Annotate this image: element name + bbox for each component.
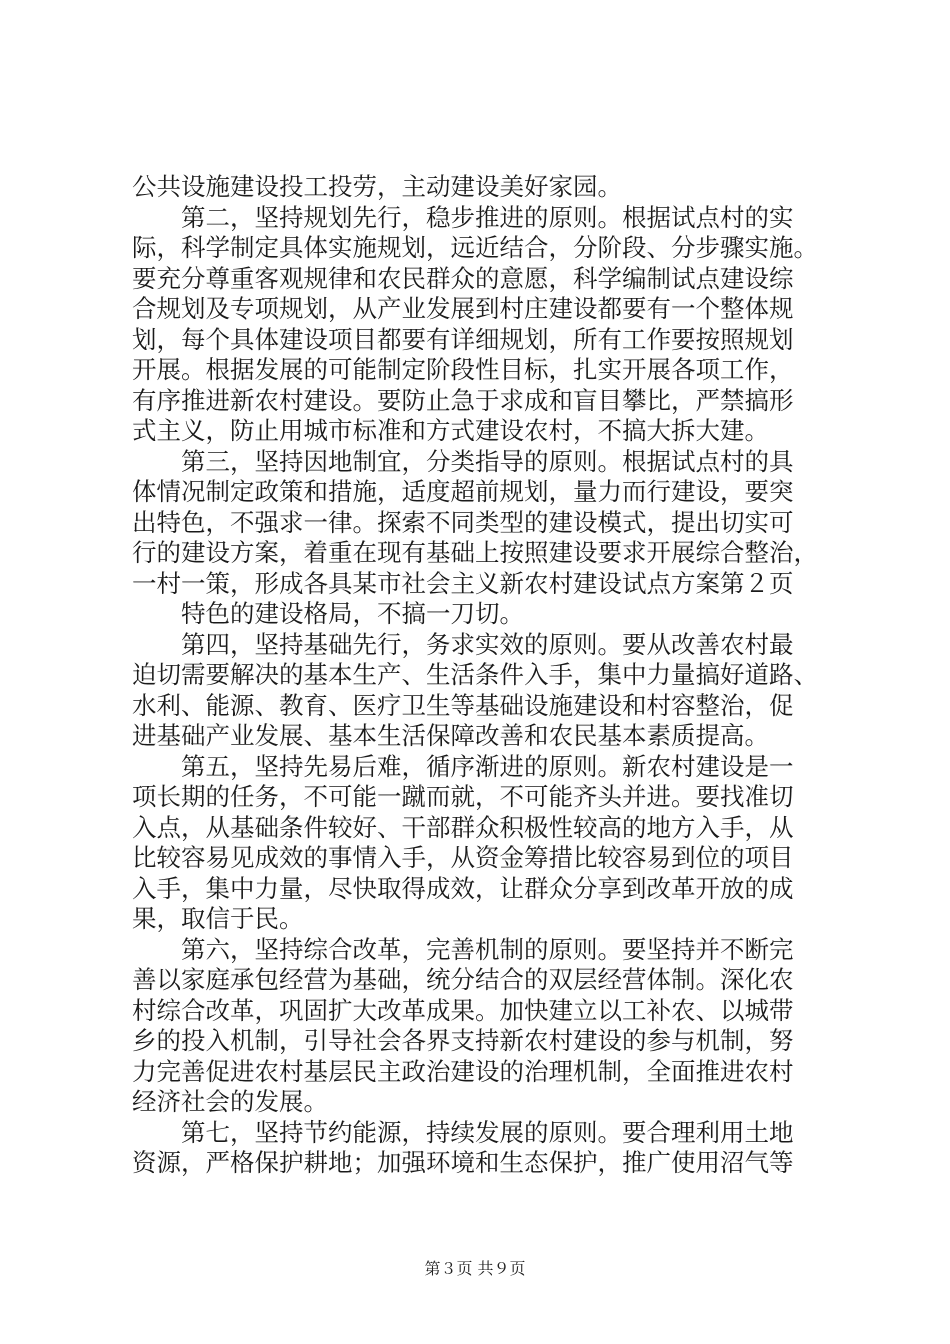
paragraph-start-line: 第七，坚持节约能源，持续发展的原则。要合理利用土地 xyxy=(181,1117,794,1147)
text-line: 行的建设方案，着重在现有基础上按照建设要求开展综合整治， xyxy=(132,538,818,567)
text-line: 入手，集中力量，尽快取得成效，让群众分享到改革开放的成 xyxy=(132,873,794,903)
text-line: 乡的投入机制，引导社会各界支持新农村建设的参与机制，努 xyxy=(132,1026,794,1055)
text-line: 项长期的任务，不可能一蹴而就，不可能齐头并进。要找准切 xyxy=(132,782,794,811)
text-line: 特色的建设格局，不搞一刀切。 xyxy=(181,599,524,628)
page-number-footer: 第３页 共９页 xyxy=(424,1259,526,1278)
text-line: 开展。根据发展的可能制定阶段性目标，扎实开展各项工作， xyxy=(132,355,794,384)
text-line: 合规划及专项规划，从产业发展到村庄建设都要有一个整体规 xyxy=(132,294,794,323)
text-line: 公共设施建设投工投劳，主动建设美好家园。 xyxy=(132,172,622,201)
text-line: 水利、能源、教育、医疗卫生等基础设施建设和村容整治，促 xyxy=(132,690,794,720)
paragraph-start-line: 第五，坚持先易后难，循序渐进的原则。新农村建设是一 xyxy=(181,751,794,781)
paragraph-start-line: 第二，坚持规划先行，稳步推进的原则。根据试点村的实 xyxy=(181,202,794,232)
text-line: 果，取信于民。 xyxy=(132,904,304,933)
text-line: 经济社会的发展。 xyxy=(132,1087,328,1116)
text-line: 式主义，防止用城市标准和方式建设农村，不搞大拆大建。 xyxy=(132,416,769,445)
paragraph-start-line: 第三，坚持因地制宜，分类指导的原则。根据试点村的具 xyxy=(181,446,794,476)
text-line: 善以家庭承包经营为基础，统分结合的双层经营体制。深化农 xyxy=(132,965,794,994)
paragraph-start-line: 第六，坚持综合改革，完善机制的原则。要坚持并不断完 xyxy=(181,934,794,964)
text-line: 力完善促进农村基层民主政治建设的治理机制，全面推进农村 xyxy=(132,1056,794,1086)
text-line: 体情况制定政策和措施，适度超前规划，量力而行建设，要突 xyxy=(132,477,794,506)
text-line: 资源，严格保护耕地；加强环境和生态保护，推广使用沼气等 xyxy=(132,1148,794,1177)
text-line: 迫切需要解决的基本生产、生活条件入手，集中力量搞好道路、 xyxy=(132,660,818,689)
text-line: 村综合改革，巩固扩大改革成果。加快建立以工补农、以城带 xyxy=(132,995,794,1025)
text-line: 有序推进新农村建设。要防止急于求成和盲目攀比，严禁搞形 xyxy=(132,385,794,415)
text-line: 划，每个具体建设项目都要有详细规划，所有工作要按照规划 xyxy=(132,324,794,354)
text-line: 比较容易见成效的事情入手，从资金筹措比较容易到位的项目 xyxy=(132,843,794,872)
text-line: 际，科学制定具体实施规划，远近结合，分阶段、分步骤实施。 xyxy=(132,233,818,262)
text-line: 要充分尊重客观规律和农民群众的意愿，科学编制试点建设综 xyxy=(132,263,794,293)
text-line: 入点，从基础条件较好、干部群众积极性较高的地方入手，从 xyxy=(132,812,794,842)
document-body xyxy=(132,172,832,1179)
text-line: 出特色，不强求一律。探索不同类型的建设模式，提出切实可 xyxy=(132,507,794,537)
paragraph-start-line: 第四，坚持基础先行，务求实效的原则。要从改善农村最 xyxy=(181,629,794,659)
text-line: 进基础产业发展、基本生活保障改善和农民基本素质提高。 xyxy=(132,721,769,750)
text-line: 一村一策，形成各具某市社会主义新农村建设试点方案第２页 xyxy=(132,568,794,598)
